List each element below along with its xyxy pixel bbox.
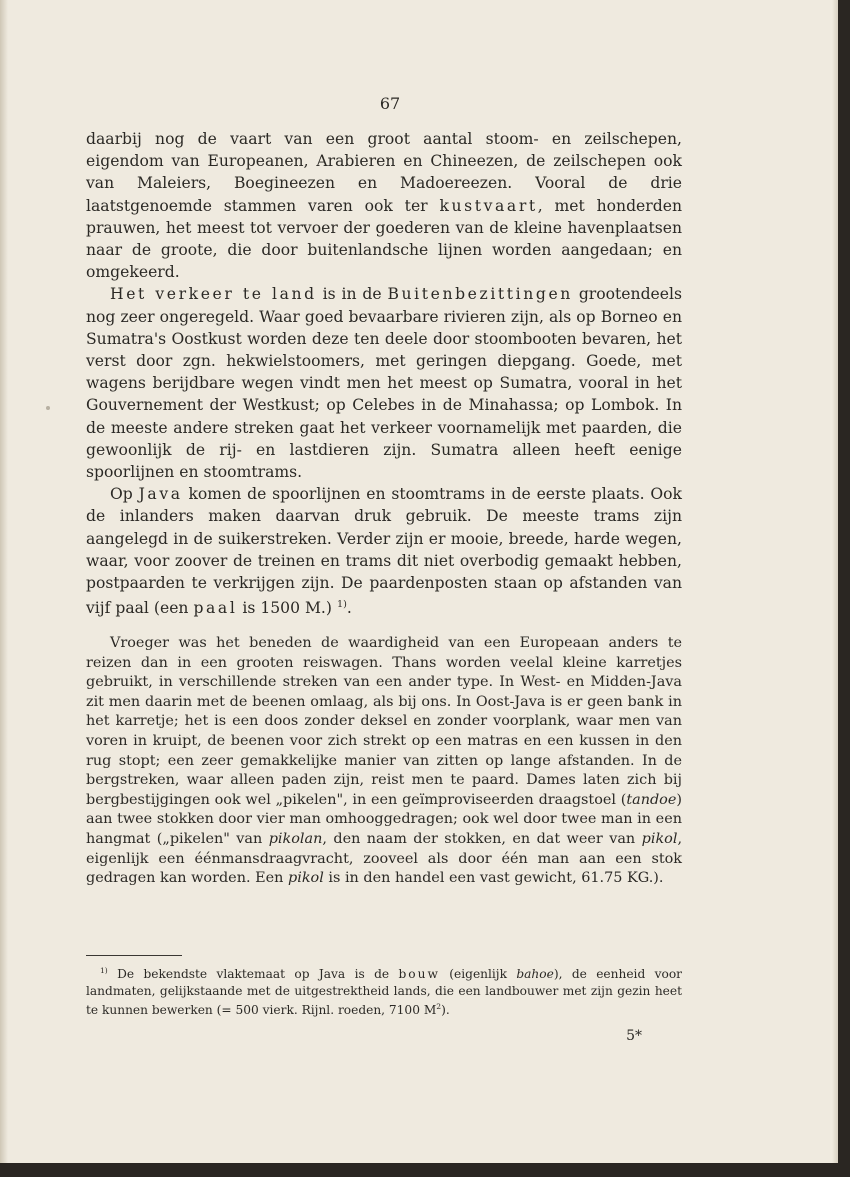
p2-rest-text: grootendeels nog zeer ongeregeld. Waar goed bevaarbare rivieren zijn, als op Borneo en Sumatra's Oostkust worden deze ten deele door stoombooten bevaren, het verst door zgn. hekwielstoomers, met geringen diepgang. Goede, met wagens berijdbare wegen vindt men het meest op Sumatra, vooral in het Gouvernement der Westkust; op Celebes in de Minahassa; op Lombok. In de meeste andere streken gaat het verkeer voornamelijk met paarden, die gewoonlijk de rij- en lastdieren zijn. Sumatra alleen heeft eenige spoorlijnen en stoomtrams. bbox=[86, 285, 682, 482]
footnote-italic-bahoe: bahoe bbox=[516, 967, 554, 982]
paragraph-1 bbox=[86, 128, 682, 283]
small-print-text bbox=[86, 634, 682, 889]
footnote-text-c: ), de eenheid voor landmaten, gelijkstaande met de uitgestrektheid lands, die een landbouwer met zijn gezin heet te kunnen bewerken (= 500 vierk. Rijnl. roeden, 7100 M bbox=[86, 967, 683, 1018]
s1-text-e: is in den handel een vast gewicht, 61.75 KG.). bbox=[328, 870, 664, 887]
paragraph-2 bbox=[86, 283, 682, 483]
s1-italic-pikol-2: pikol bbox=[288, 870, 324, 887]
footnote-mark: 1) bbox=[100, 966, 108, 975]
page-edge bbox=[832, 0, 838, 1163]
footnote bbox=[86, 963, 682, 1019]
p2-spaced-term-b: Buitenbezittingen bbox=[387, 285, 573, 304]
footnote-spaced-bouw: bouw bbox=[398, 967, 440, 982]
s1-text: Vroeger was het beneden de waardigheid van een Europeaan anders te reizen dan in een grooten reiswagen. Thans worden veelal kleine karretjes gebruikt, in verschillende streken van een ander type. In West- en Midden-Java zit men daarin met de beenen omlaag, als bij ons. In Oost-Java is er geen bank in het karretje; het is een doos zonder deksel en zonder voorplank, waar men van voren in kruipt, de beenen voor zich strekt op een matras en een kussen in den rug stopt; een zeer gemakkelijke manier van zitten op lange afstanden. In de bergstreken, waar alleen paden zijn, reist men te paard. Dames laten zich bij bergbestijgingen ook wel „pikelen", in een geïmproviseerden draagstoel ( bbox=[86, 635, 682, 808]
p3-end-text: is 1500 M.) bbox=[242, 599, 332, 618]
p3-spaced-term: Java bbox=[138, 485, 183, 504]
p3-rest-text: komen de spoorlijnen en stoomtrams in de eerste plaats. Ook de inlanders maken daarvan druk gebruik. De meeste trams zijn aangelegd in de suikerstreken. Verder zijn er mooie, breede, harde wegen, waar, voor zoover de treinen en trams dit niet overbodig gemaakt hebben, postpaarden te verkrijgen zijn. De paardenposten staan op afstanden van vijf paal (een bbox=[86, 485, 682, 618]
main-text bbox=[86, 128, 682, 620]
s1-italic-tandoe: tandoe bbox=[626, 791, 677, 808]
s1-italic-pikol: pikol bbox=[641, 830, 678, 847]
p1-end-text: , met honderden prauwen, het meest tot vervoer der goederen van de kleine havenplaatsen naar de groote, die door buitenlandsche lijnen worden aangedaan; en omgekeerd. bbox=[86, 196, 682, 282]
signature-mark: 5* bbox=[626, 1028, 642, 1044]
p1-text: daarbij nog de vaart van een groot aantal stoom- en zeilschepen, eigendom van Europeanen, Arabieren en Chineezen, de zeilschepen ook van Maleiers, Boegineezen en Madoereezen. Vooral de drie laatstgenoemde stammen varen ook ter bbox=[86, 130, 682, 215]
paper-spot bbox=[46, 406, 50, 410]
s1-text-d: , eigenlijk een éénmansdraagvracht, zooveel als door één man aan een stok gedragen kan worden. Een bbox=[86, 830, 683, 887]
footnote-text-d: ). bbox=[441, 1003, 450, 1018]
paragraph-3 bbox=[86, 483, 682, 619]
small-paragraph bbox=[86, 634, 682, 889]
s1-text-b: ) aan twee stokken door vier man omhooggedragen; ook wel door twee man in een hangmat („pikelen" van bbox=[86, 791, 682, 847]
s1-text-c: , den naam der stokken, en dat weer van bbox=[322, 830, 636, 847]
p3-prefix-text: Op bbox=[110, 485, 133, 504]
footnote-reference: 1) bbox=[336, 599, 347, 611]
footnote-superscript: 2 bbox=[436, 1002, 442, 1012]
footnote-rule bbox=[86, 955, 182, 956]
page-number: 67 bbox=[379, 94, 401, 113]
p2-spaced-term-a: Het verkeer te land bbox=[110, 285, 317, 304]
footnote-text-a: De bekendste vlaktemaat op Java is de bbox=[117, 967, 390, 982]
p3-end-period: . bbox=[346, 599, 352, 618]
p3-spaced-paal: paal bbox=[193, 599, 238, 618]
s1-italic-pikolan: pikolan bbox=[268, 830, 323, 847]
footnote-text-b: (eigenlijk bbox=[449, 967, 507, 982]
p1-spaced-term: kustvaart bbox=[439, 196, 538, 215]
p2-mid-text: is in de bbox=[322, 285, 382, 304]
